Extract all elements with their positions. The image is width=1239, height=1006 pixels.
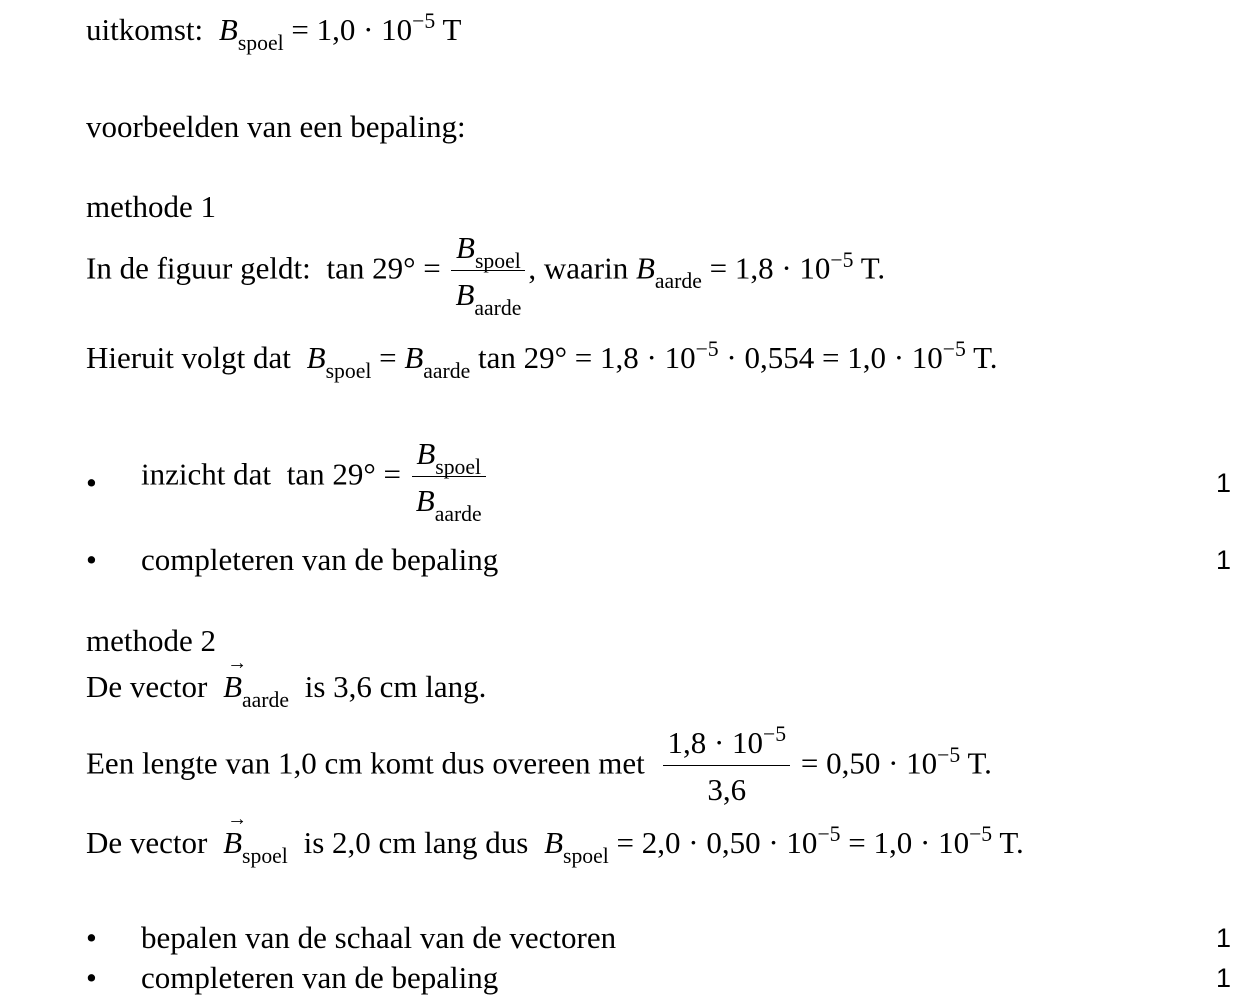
ratio-fraction (451, 230, 525, 320)
unit: T. (999, 825, 1024, 860)
method-1-line-1 (86, 230, 886, 320)
line-prefix: De vector (86, 669, 208, 704)
score-1-2: 1 (1215, 545, 1231, 575)
calc-part-1: tan 29° = 1,8 · 10 (478, 340, 696, 375)
symbol-b: B (635, 250, 655, 286)
subscript-aarde: aarde (423, 358, 471, 383)
fraction-numerator: $B_{spoel}$ (412, 436, 486, 477)
calc-part-2: · 0,554 = 1,0 · 10 (718, 340, 943, 375)
bullet-icon: • (86, 920, 97, 955)
method-2-heading: methode 2 (86, 623, 216, 658)
vector-b-aarde: → B (223, 669, 242, 705)
tan-expression: tan 29° = (286, 456, 401, 492)
fraction-denominator: $B_{aarde}$ (415, 483, 482, 526)
answer-value: = 1,0 · 10 (291, 12, 413, 47)
answer-line (86, 9, 462, 55)
fraction-numerator (663, 722, 790, 766)
score-2-2: 1 (1215, 963, 1231, 993)
calc-part-1: = 2,0 · 0,50 · 10 (616, 825, 818, 860)
bullet-icon: • (86, 960, 97, 995)
earth-field-exponent: −5 (830, 247, 854, 272)
method-2-line-3 (86, 822, 1024, 868)
examples-heading: voorbeelden van een bepaling: (86, 109, 466, 144)
calc-exponent-2: −5 (969, 822, 993, 847)
num-value: 1,8 · 10 (667, 725, 764, 760)
subscript-aarde: aarde (654, 269, 702, 294)
score-2-1: 1 (1215, 923, 1231, 953)
unit: T. (967, 745, 992, 781)
calc-exponent-2: −5 (942, 337, 966, 362)
criterion-1-2: completeren van de bepaling (141, 542, 499, 577)
line-prefix: Een lengte van 1,0 cm komt dus overeen met (86, 745, 645, 781)
earth-field-value: = 1,8 · 10 (709, 250, 831, 286)
subscript-aarde: aarde (474, 295, 522, 320)
bullet-icon: • (86, 465, 97, 500)
subscript-spoel: spoel (325, 358, 372, 383)
vector-b-spoel: → B (223, 825, 242, 861)
score-1-1: 1 (1215, 468, 1231, 498)
calc-exponent-1: −5 (817, 822, 841, 847)
criterion-2-2: completeren van de bepaling (141, 960, 499, 995)
ratio-fraction (412, 436, 486, 526)
fraction-numerator: $B_{spoel}$ (451, 230, 525, 271)
waarin-text: waarin (543, 250, 629, 286)
subscript-aarde: aarde (434, 501, 482, 526)
line-middle: is 2,0 cm lang dus (303, 825, 529, 860)
scale-fraction (663, 722, 790, 808)
symbol-b: B (218, 12, 238, 47)
fraction-denominator: 3,6 (707, 772, 747, 807)
subscript-spoel: spoel (435, 454, 482, 479)
bullet-icon: • (86, 542, 97, 577)
subscript-aarde: aarde (242, 687, 289, 712)
line1-prefix: In de figuur geldt: (86, 250, 311, 286)
calc-part-2: = 1,0 · 10 (840, 825, 970, 860)
unit: T. (860, 250, 886, 286)
criterion-1-1 (141, 436, 489, 526)
method-1-line-2 (86, 337, 998, 383)
fraction-denominator: $B_{aarde}$ (455, 277, 522, 320)
unit: T. (973, 340, 998, 375)
subscript-spoel: spoel (237, 30, 284, 55)
tan-expression: tan 29° = (326, 250, 441, 286)
symbol-b: B (306, 340, 326, 375)
line-prefix: De vector (86, 825, 208, 860)
result-value: = 0,50 · 10 (800, 745, 938, 781)
answer-label: uitkomst: (86, 12, 204, 47)
comma: , (528, 250, 537, 286)
symbol-b: B (404, 340, 424, 375)
calc-exponent-1: −5 (695, 337, 719, 362)
method-2-line-1 (86, 669, 487, 712)
result-exponent: −5 (937, 742, 961, 767)
equals: = (379, 340, 397, 375)
symbol-b: B (544, 825, 564, 860)
criterion-2-1: bepalen van de schaal van de vectoren (141, 920, 617, 955)
criterion-text: inzicht dat (141, 456, 271, 492)
line2-prefix: Hieruit volgt dat (86, 340, 291, 375)
answer-exponent: −5 (412, 9, 436, 34)
answer-unit: T (442, 12, 462, 47)
num-exponent: −5 (763, 722, 787, 747)
line-suffix: is 3,6 cm lang. (304, 669, 487, 704)
method-1-heading: methode 1 (86, 189, 216, 224)
subscript-spoel: spoel (563, 843, 609, 868)
subscript-spoel: spoel (474, 248, 521, 273)
subscript-spoel: spoel (242, 843, 288, 868)
method-2-line-2 (86, 722, 992, 808)
